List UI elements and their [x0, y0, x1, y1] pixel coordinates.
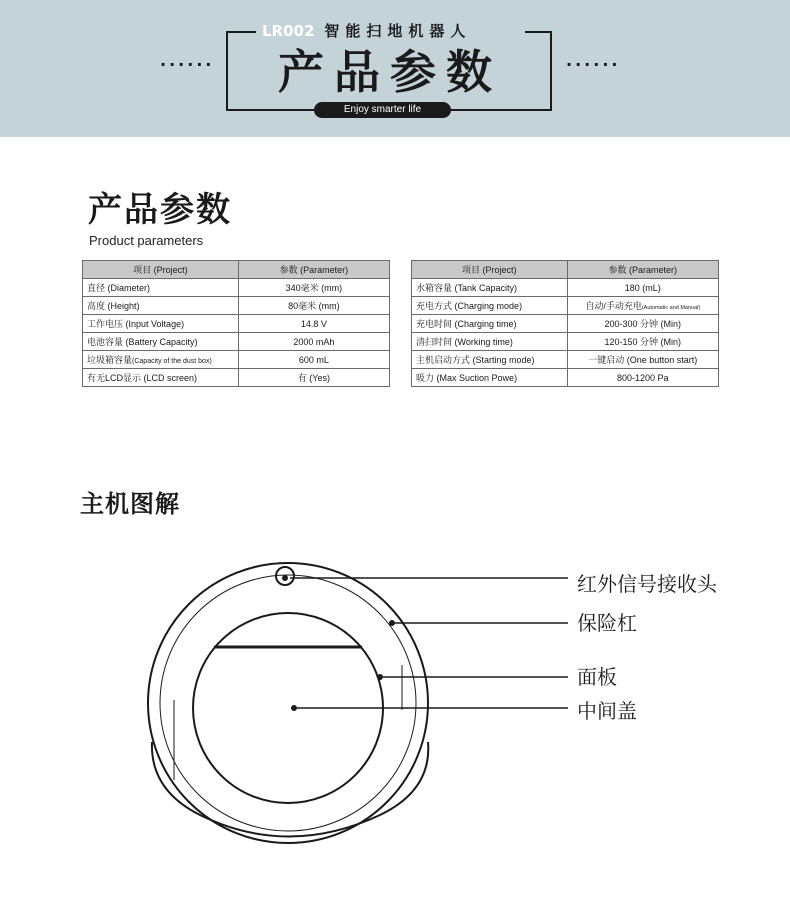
row-value: 2000 mAh	[238, 333, 389, 351]
item-zh: 有无LCD显示	[87, 373, 142, 383]
table-header-row	[412, 261, 719, 279]
banner-subtitle	[262, 20, 520, 42]
row-value: 120-150 分钟 (Min)	[567, 333, 718, 351]
table-row	[412, 369, 719, 387]
params-table-right	[411, 260, 719, 387]
decorative-dots-right: ······	[566, 55, 621, 74]
row-item	[412, 333, 568, 351]
table-row	[412, 351, 719, 369]
banner-title: 产品参数	[278, 45, 502, 99]
banner-frame-top-left	[226, 31, 256, 33]
item-en: (Charging mode)	[454, 301, 523, 311]
outer-body	[148, 563, 428, 843]
row-item	[83, 333, 239, 351]
params-table-left	[82, 260, 390, 387]
product-name: 智能扫地机器人	[324, 22, 472, 40]
row-item	[412, 351, 568, 369]
table-row	[83, 297, 390, 315]
item-en: (Input Voltage)	[125, 319, 185, 329]
table-row	[412, 297, 719, 315]
row-item	[412, 297, 568, 315]
item-zh: 水箱容量	[416, 283, 453, 293]
item-en: (Height)	[107, 301, 140, 311]
item-zh: 主机启动方式	[416, 355, 471, 365]
header-banner	[0, 0, 790, 137]
row-value: 有 (Yes)	[238, 369, 389, 387]
row-value: 80毫米 (mm)	[238, 297, 389, 315]
label-ir-receiver: 红外信号接收头	[577, 572, 717, 596]
row-item	[83, 279, 239, 297]
row-value	[567, 297, 718, 315]
banner-frame-top-right	[525, 31, 552, 33]
table-header-row	[83, 261, 390, 279]
item-en: (Capacity of the dust box)	[132, 358, 212, 365]
item-en: (Battery Capacity)	[125, 337, 198, 347]
header-project: 项目 (Project)	[83, 261, 239, 279]
row-value: 14.8 V	[238, 315, 389, 333]
label-panel: 面板	[577, 665, 617, 689]
panel-dot	[377, 674, 383, 680]
row-value: 600 mL	[238, 351, 389, 369]
item-en: (Starting mode)	[472, 355, 535, 365]
ir-receiver-dot	[282, 575, 288, 581]
item-en: (Diameter)	[107, 283, 151, 293]
row-item	[412, 369, 568, 387]
value-en: (Automatic and Manual)	[641, 305, 701, 311]
decorative-dots-left: ······	[160, 55, 215, 74]
row-value: 180 (mL)	[567, 279, 718, 297]
item-en: (Working time)	[454, 337, 513, 347]
row-item	[83, 297, 239, 315]
header-project: 项目 (Project)	[412, 261, 568, 279]
params-subtitle: Product parameters	[89, 233, 204, 248]
label-center-cover: 中间盖	[577, 699, 637, 723]
value-zh: 自动/手动充电	[585, 301, 642, 311]
item-zh: 清扫时间	[416, 337, 453, 347]
params-title: 产品参数	[88, 190, 232, 230]
header-parameter: 参数 (Parameter)	[567, 261, 718, 279]
row-value: 一键启动 (One button start)	[567, 351, 718, 369]
row-item	[412, 315, 568, 333]
row-value: 800-1200 Pa	[567, 369, 718, 387]
table-row	[412, 279, 719, 297]
diagram-title: 主机图解	[80, 490, 180, 518]
table-row	[412, 315, 719, 333]
bumper-dot	[389, 620, 395, 626]
header-parameter: 参数 (Parameter)	[238, 261, 389, 279]
row-value: 340毫米 (mm)	[238, 279, 389, 297]
item-zh: 电池容量	[87, 337, 124, 347]
table-row	[83, 333, 390, 351]
item-en: (LCD screen)	[143, 373, 198, 383]
item-zh: 充电时间	[416, 319, 453, 329]
table-row	[412, 333, 719, 351]
item-zh: 工作电压	[87, 319, 124, 329]
table-row	[83, 369, 390, 387]
table-row	[83, 315, 390, 333]
item-en: (Max Suction Powe)	[436, 373, 518, 383]
item-en: (Tank Capacity)	[454, 283, 518, 293]
model-name: LR002	[262, 22, 315, 40]
tagline-badge: Enjoy smarter life	[314, 102, 451, 118]
row-value: 200-300 分钟 (Min)	[567, 315, 718, 333]
row-item	[83, 351, 239, 369]
table-row	[83, 279, 390, 297]
item-zh: 吸力	[416, 373, 435, 383]
label-bumper: 保险杠	[577, 611, 637, 635]
item-zh: 垃圾箱容量	[87, 355, 133, 365]
table-row	[83, 351, 390, 369]
item-en: (Charging time)	[454, 319, 517, 329]
row-item	[412, 279, 568, 297]
item-zh: 充电方式	[416, 301, 453, 311]
item-zh: 高度	[87, 301, 106, 311]
item-zh: 直径	[87, 283, 106, 293]
row-item	[83, 315, 239, 333]
center-cover-dot	[291, 705, 297, 711]
row-item	[83, 369, 239, 387]
